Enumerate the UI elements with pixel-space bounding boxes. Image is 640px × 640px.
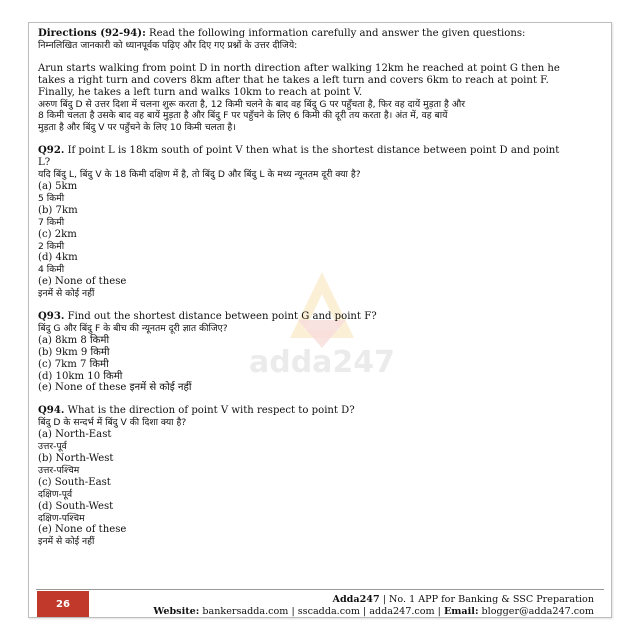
q94-option: (a) North-East xyxy=(38,429,112,441)
q94-option: दक्षिण-पश्चिम xyxy=(38,512,85,524)
footer-email: blogger@adda247.com xyxy=(478,606,594,617)
passage-line-2: takes a right turn and covers 8km after that he takes a left turn and covers 6km to reach at point F. xyxy=(38,74,549,86)
q93-option: (b) 9km 9 किमी xyxy=(38,346,110,358)
q93-option: (c) 7km 7 किमी xyxy=(38,358,109,370)
directions-hindi: निम्नलिखित जानकारी को ध्यानपूर्वक पढ़िए और दिए गए प्रश्नों के उत्तर दीजिये: xyxy=(38,39,298,51)
q92-question-cont: L? xyxy=(38,157,51,169)
content xyxy=(38,28,606,548)
footer-brand-line: Adda247 | No. 1 APP for Banking & SSC Preparation xyxy=(332,594,594,605)
q92-option: (c) 2km xyxy=(38,228,77,240)
q94-question: Q94. What is the direction of point V with respect to point D? xyxy=(38,405,355,417)
q93-question: Q93. Find out the shortest distance between point G and point F? xyxy=(38,311,377,323)
q94-option: उत्तर-पश्चिम xyxy=(38,464,80,476)
footer-divider xyxy=(36,589,604,590)
q92-option: (d) 4km xyxy=(38,252,78,264)
q94-option: (d) South-West xyxy=(38,500,114,512)
footer-websites: bankersadda.com | sscadda.com | adda247.com | xyxy=(199,606,444,617)
q94-question-hindi: बिंदु D के सन्दर्भ में बिंदु V की दिशा क्या है? xyxy=(38,417,187,429)
passage-hindi-3: मुड़ता है और बिंदु V पर पहुँचने के लिए 10 किमी चलता है। xyxy=(38,122,236,134)
q94-option: (e) None of these xyxy=(38,524,127,536)
footer-contact-line: Website: bankersadda.com | sscadda.com | adda247.com | Email: blogger@adda247.com xyxy=(153,606,594,617)
q93-question-hindi: बिंदु G और बिंदु F के बीच की न्यूनतम दूरी ज्ञात कीजिए? xyxy=(38,322,228,334)
footer-brand: Adda247 xyxy=(332,594,380,605)
q94-option: उत्तर-पूर्व xyxy=(38,441,67,453)
q92-option: इनमें से कोई नहीं xyxy=(38,288,95,300)
q92-option: 7 किमी xyxy=(38,216,65,228)
q92-question-hindi: यदि बिंदु L, बिंदु V के 18 किमी दक्षिण में है, तो बिंदु D और बिंदु L के मध्य न्यूनतम दूरी क्या है? xyxy=(38,169,361,181)
q92-option: (b) 7km xyxy=(38,204,78,216)
passage-line-1: Arun starts walking from point D in north direction after walking 12km he reached at point G then he xyxy=(38,62,560,74)
q94-option: इनमें से कोई नहीं xyxy=(38,536,95,548)
q92-question: Q92. If point L is 18km south of point V then what is the shortest distance between point D and point xyxy=(38,145,560,157)
q92-option: 5 किमी xyxy=(38,192,65,204)
directions: Directions (92-94): Read the following information carefully and answer the given questions: xyxy=(38,28,526,39)
q92-option: (a) 5km xyxy=(38,180,78,192)
passage-hindi-1: अरुण बिंदु D से उत्तर दिशा में चलना शुरू करता है, 12 किमी चलने के बाद वह बिंदु G पर पहुँचता है, फिर वह दायें मुड़ता है और xyxy=(38,98,465,110)
q93-option: (d) 10km 10 किमी xyxy=(38,370,123,382)
page-number: 26 xyxy=(37,591,89,617)
q93-option: (a) 8km 8 किमी xyxy=(38,334,110,346)
q94-option: (c) South-East xyxy=(38,476,111,488)
q93-option: (e) None of these इनमें से कोई नहीं xyxy=(38,382,192,394)
q94-option: (b) North-West xyxy=(38,453,114,464)
passage-line-3: Finally, he takes a left turn and walks 10km to reach at point V. xyxy=(38,86,363,98)
q94-option: दक्षिण-पूर्व xyxy=(38,488,73,500)
q92-option: 2 किमी xyxy=(38,240,65,252)
passage-hindi-2: 8 किमी चलता है उसके बाद वह बायें मुड़ता है और बिंदु F पर पहुँचने के लिए 6 किमी की दूरी तय करता है। अंत में, वह बायें xyxy=(38,110,448,122)
q92-option: 4 किमी xyxy=(38,264,65,276)
q92-option: (e) None of these xyxy=(38,276,127,288)
